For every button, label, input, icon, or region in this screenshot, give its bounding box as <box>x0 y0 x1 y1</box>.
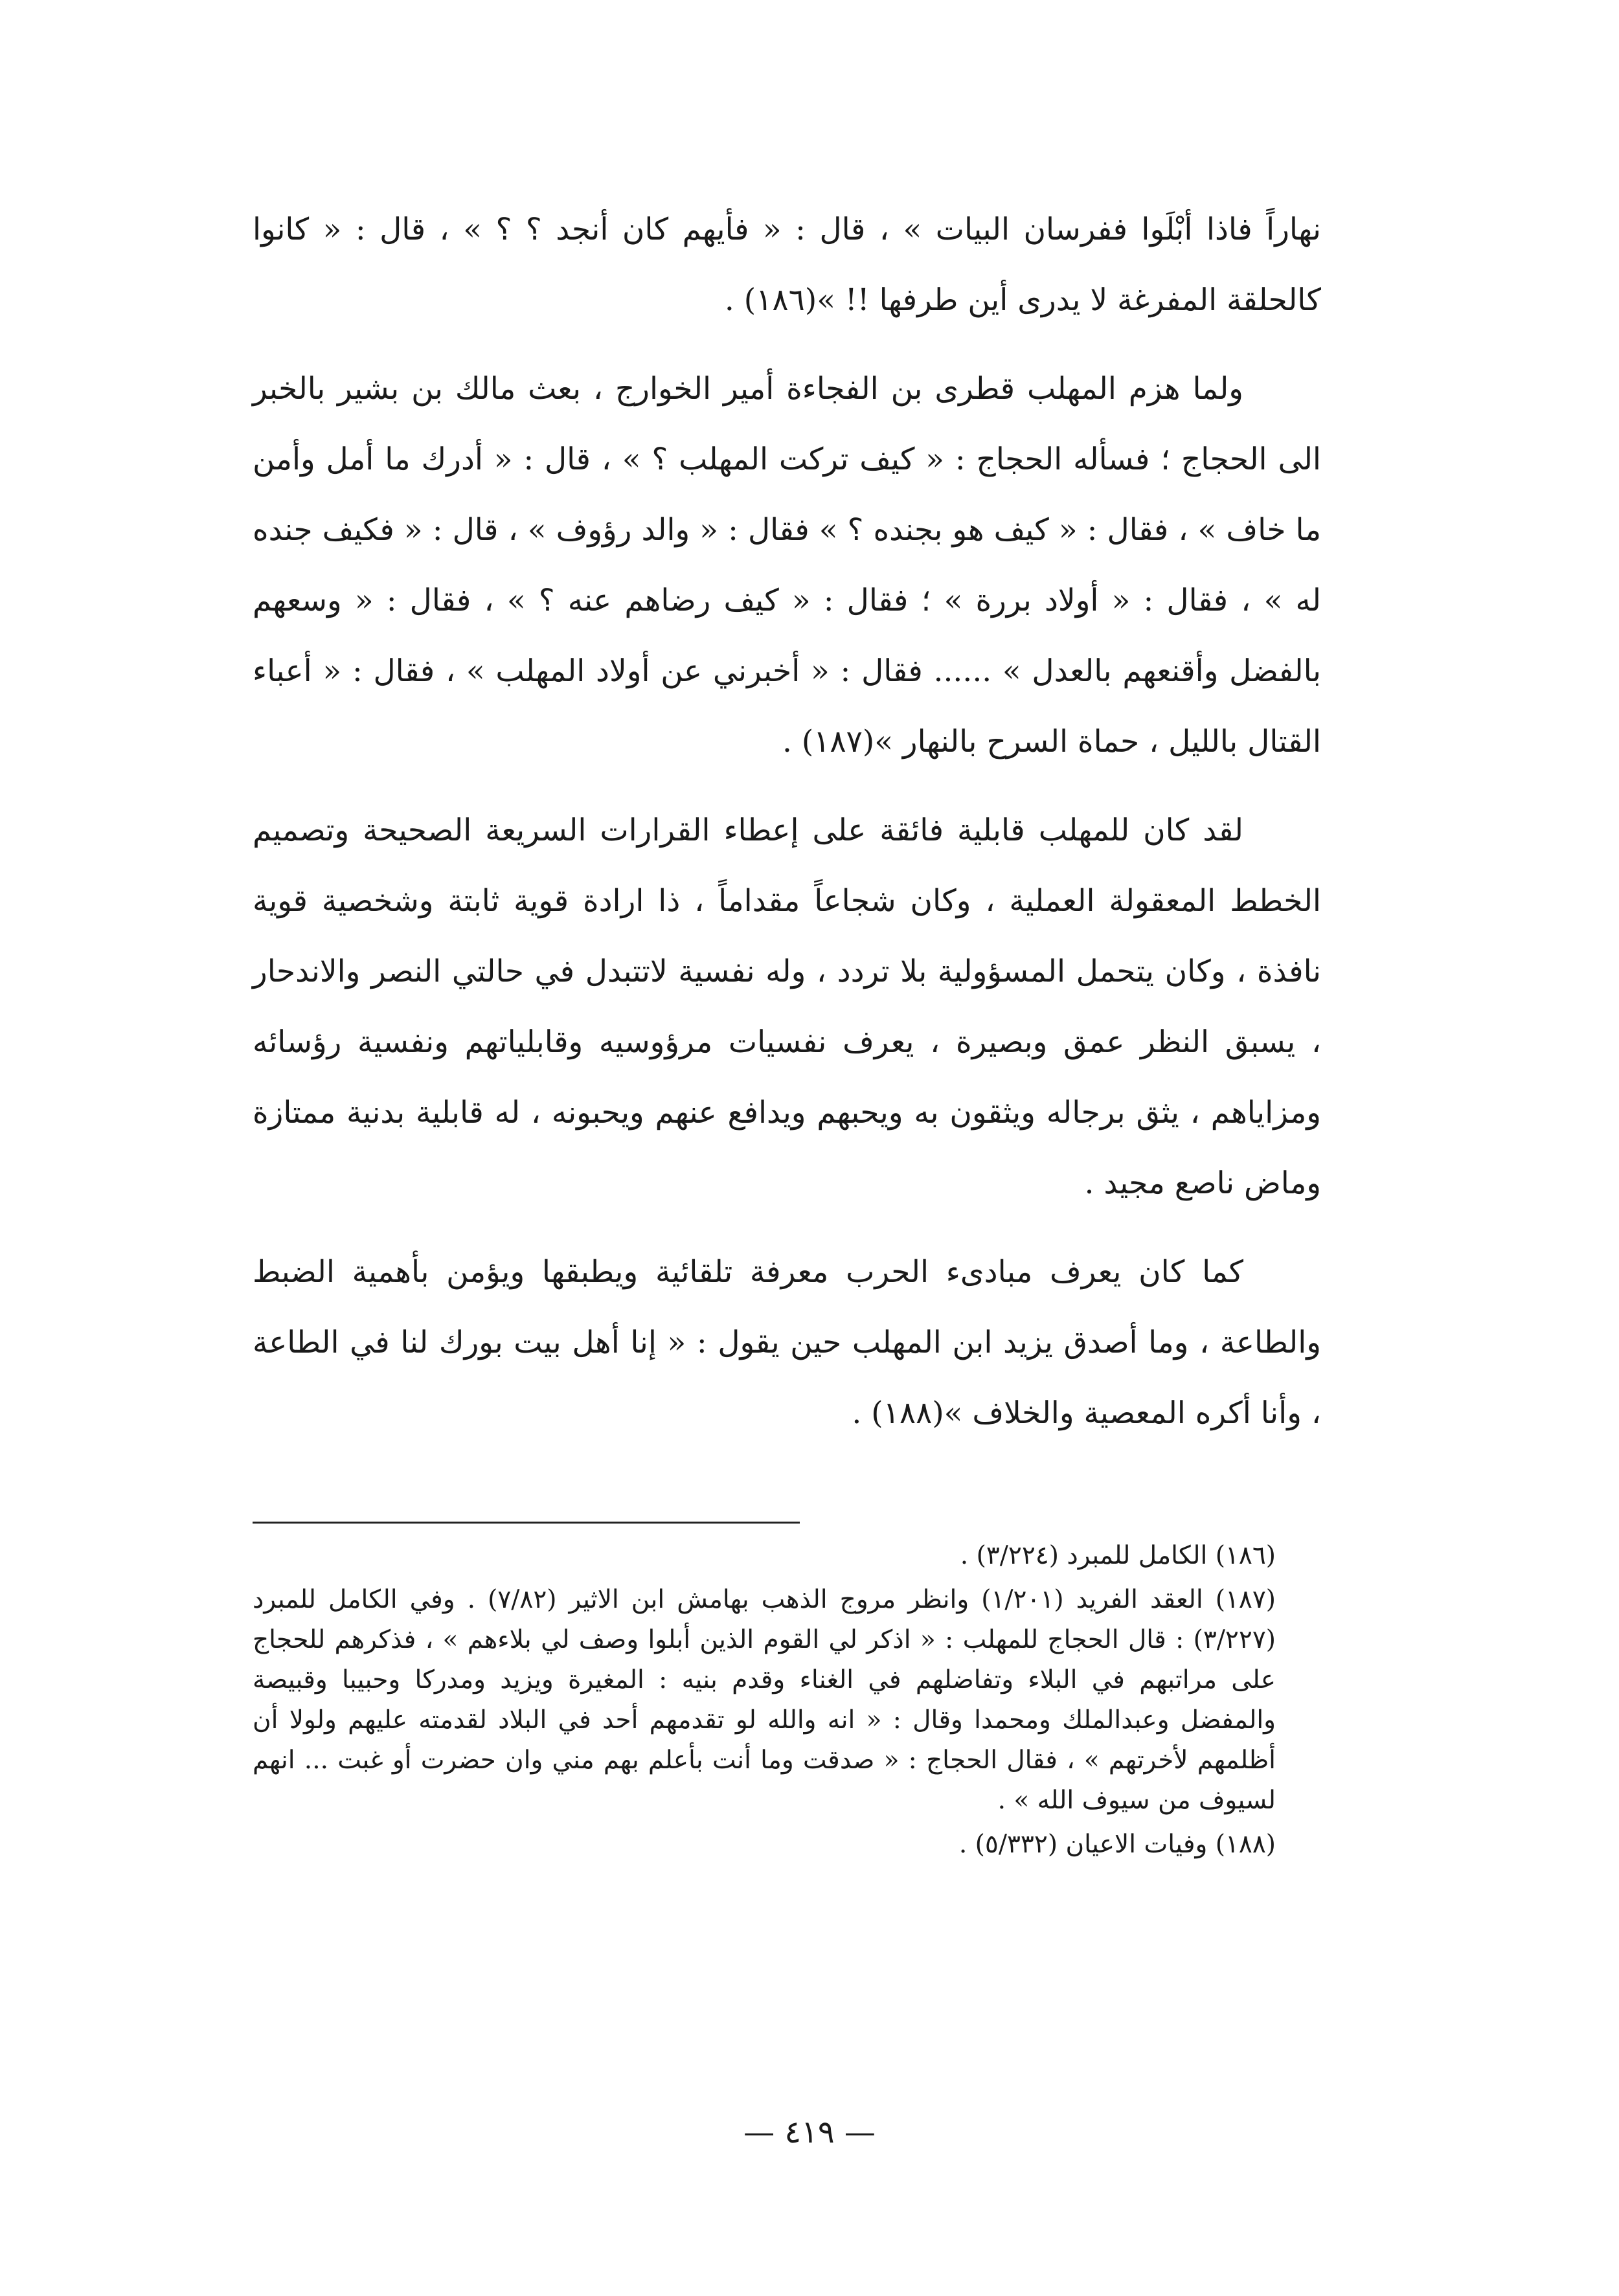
footnote-divider <box>253 1522 800 1524</box>
page-number: — ٤١٩ — <box>743 2114 876 2150</box>
paragraph-principles-of-war: كما كان يعرف مبادىء الحرب معرفة تلقائية ويطبقها ويؤمن بأهمية الضبط والطاعة ، وما أصدق يزيد ابن المهلب حين يقول : « إنا أهل بيت بورك لنا في الطاعة ، وأنا أكره المعصية والخلاف »(١٨٨) . <box>253 1254 1321 1431</box>
main-text <box>253 194 1321 1467</box>
footnote-186: (١٨٦) الكامل للمبرد (٣/٢٢٤) . <box>960 1541 1276 1570</box>
footnotes <box>253 1536 1321 1869</box>
paragraph-muhallab-report: ولما هزم المهلب قطرى بن الفجاءة أمير الخوارج ، بعث مالك بن بشير بالخبر الى الحجاج ؛ فسأله الحجاج : « كيف تركت المهلب ؟ » ، قال : « أدرك ما أمل وأمن ما خاف » ، فقال : « كيف هو بجنده ؟ » فقال : « والد رؤوف » ، قال : « فكيف جنده له » ، فقال : « أولاد بررة » ؛ فقال : « كيف رضاهم عنه ؟ » ، فقال : « وسعهم بالفضل وأقنعهم بالعدل » ...... فقال : « أخبرني عن أولاد المهلب » ، فقال : « أعباء القتال بالليل ، حماة السرح بالنهار »(١٨٧) . <box>253 371 1321 760</box>
footnote-187: (١٨٧) العقد الفريد (١/٢٠١) وانظر مروج الذهب بهامش ابن الاثير (٧/٨٢) . وفي الكامل للمبرد (٣/٢٢٧) : قال الحجاج للمهلب : « اذكر لي القوم الذين أبلوا وصف لي بلاءهم » ، فذكرهم للحجاج على مراتبهم في البلاء وتفاضلهم في الغناء وقدم بنيه : المغيرة ويزيد ومدركا وحبيبا وقبيصة والمفضل وعبدالملك ومحمدا وقال : « انه والله لو تقدمهم أحد في البلاد لقدمته عليهم ولولا أن أظلمهم لأخرتهم » ، فقال الحجاج : « صدقت وما أنت بأعلم بهم مني وان حضرت أو غبت ... انهم لسيوف من سيوف الله » . <box>253 1585 1276 1815</box>
paragraph-muhallab-qualities: لقد كان للمهلب قابلية فائقة على إعطاء القرارات السريعة الصحيحة وتصميم الخطط المعقولة العملية ، وكان شجاعاً مقداماً ، ذا ارادة قوية ثابتة وشخصية قوية نافذة ، وكان يتحمل المسؤولية بلا تردد ، وله نفسية لاتتبدل في حالتي النصر والاندحار ، يسبق النظر عمق وبصيرة ، يعرف نفسيات مرؤوسيه وقابلياتهم ونفسية رؤسائه ومزاياهم ، يثق برجاله ويثقون به ويحبهم ويدافع عنهم ويحبونه ، له قابلية بدنية ممتازة وماض ناصع مجيد . <box>253 813 1321 1201</box>
paragraph-continuation: نهاراً فاذا أبْلَوا ففرسان البيات » ، قال : « فأيهم كان أنجد ؟ ؟ » ، قال : « كانوا كالحلقة المفرغة لا يدرى أين طرفها !! »(١٨٦) . <box>253 212 1321 318</box>
footnote-188: (١٨٨) وفيات الاعيان (٥/٣٣٢) . <box>958 1830 1276 1859</box>
